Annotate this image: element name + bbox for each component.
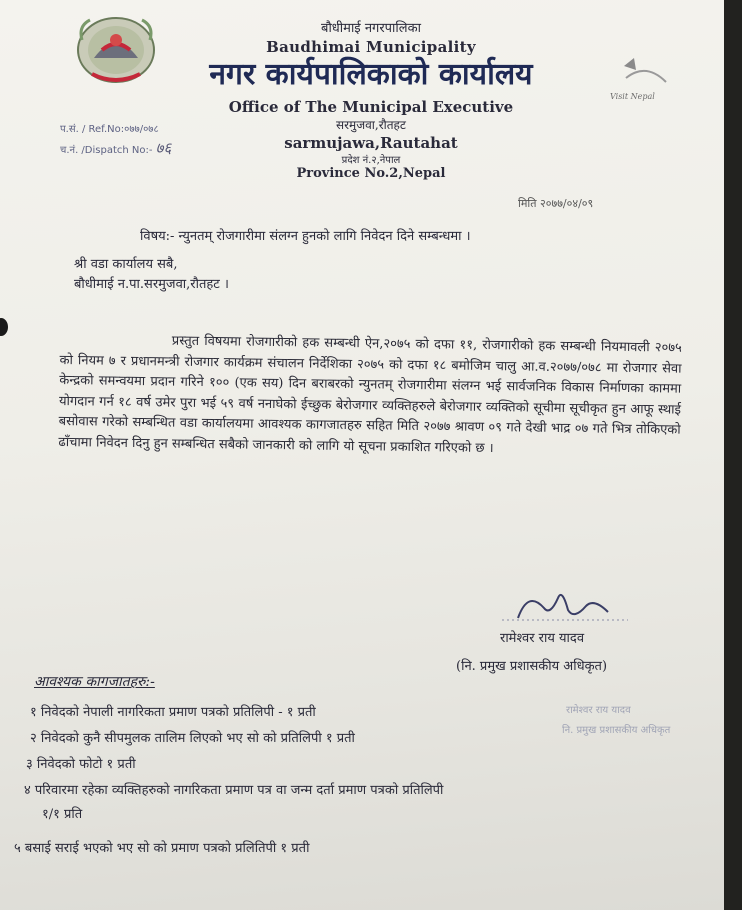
signature-icon [498, 580, 638, 630]
dispatch-label: च.नं. /Dispatch No:- [60, 145, 153, 156]
signer-title: (नि. प्रमुख प्रशासकीय अधिकृत) [456, 659, 608, 674]
list-item: ३ निवेदको फोटो १ प्रती [26, 757, 136, 772]
address-english: sarmujawa,Rautahat [284, 134, 458, 152]
addressee-line-2: बौधीमाई न.पा.सरमुजवा,रौतहट । [74, 277, 229, 292]
municipality-name-english: Baudhimai Municipality [266, 38, 476, 56]
reference-label: प.सं. / Ref.No: [60, 124, 125, 135]
background-edge [724, 0, 742, 910]
official-stamp-name: रामेश्वर राय यादव [566, 705, 631, 716]
list-item: ४ परिवारमा रहेका व्यक्तिहरुको नागरिकता प्रमाण पत्र वा जन्म दर्ता प्रमाण पत्रको प्रतिलिपी [24, 783, 444, 798]
office-name-english: Office of The Municipal Executive [228, 98, 514, 116]
list-item-continuation: १/१ प्रति [42, 807, 83, 822]
dispatch-value: ७६ [155, 139, 172, 157]
punch-hole [0, 318, 8, 336]
notice-body-text: प्रस्तुत विषयमा रोजगारीको हक सम्बन्धी ऐन,२०७५ को दफा ११, रोजगारीको हक सम्बन्धी नियमावली २०७५ को नियम ७ र प्रधानमन्त्री रोजगार कार्यक्रम संचालन निर्देशिका २०७५ को दफा १८ बमोजिम चालु आ.व.२०७७/०७८ मा रोजगार सेवा केन्द्रको समन्वयमा प्रदान गरिने १०० (एक सय) दिन बराबरको न्युनतम् रोजगारीमा संलग्न भई सार्वजनिक विकास निर्माणका काममा योगदान गर्न १८ वर्ष उमेर पुरा भई ५९ वर्ष ननाघेको ईच्छुक बेरोजगार व्यक्तिहरुले बेरोजगार व्यक्तिको सूचीमा सूचीकृत हुन आफू स्थाई बसोवास गरेको सम्बन्धित वडा कार्यालयमा आवश्यक कागजातहरु सहित मिति २०७७ श्रावण ०९ गते देखी भाद्र ०७ गते भित्र तोकिएको ढाँचामा निवेदन दिनु हुन सम्बन्धित सबैको जानकारी को लागि यो सूचना प्रकाशित गरिएको छ । [58, 333, 682, 456]
list-item: २ निवेदको कुनै सीपमुलक तालिम लिएको भए सो को प्रतिलिपी १ प्रती [30, 731, 355, 746]
list-item: ५ बसाई सराई भएको भए सो को प्रमाण पत्रको प्रलितिपी १ प्रती [14, 841, 310, 856]
official-stamp-title: नि. प्रमुख प्रशासकीय अधिकृत [562, 725, 671, 736]
municipality-name-nepali: बौधीमाई नगरपालिका [321, 21, 421, 36]
address-nepali: सरमुजवा,रौतहट [336, 118, 406, 132]
province-english: Province No.2,Nepal [296, 166, 446, 181]
required-documents-heading: आवश्यक कागजातहरु:- [34, 674, 155, 690]
list-item: १ निवेदको नेपाली नागरिकता प्रमाण पत्रको प्रतिलिपी - १ प्रती [30, 705, 316, 720]
visit-nepal-text: Visit Nepal [610, 92, 655, 101]
dispatch-number [60, 138, 171, 158]
addressee-line-1: श्री वडा कार्यालय सबै, [74, 257, 178, 272]
reference-number [60, 121, 159, 135]
reference-value: ०७७/०७८ [124, 124, 159, 135]
office-name-nepali: नगर कार्यपालिकाको कार्यालय [209, 57, 533, 92]
visit-nepal-logo-icon [606, 56, 672, 110]
notice-body [58, 330, 682, 462]
province-nepali: प्रदेश नं.२,नेपाल [341, 155, 401, 166]
letter-date: मिति २०७७/०४/०९ [518, 197, 594, 210]
signer-name: रामेश्वर राय यादव [500, 631, 585, 646]
letter-subject: विषय:- न्युनतम् रोजगारीमा संलग्न हुनको लागि निवेदन दिने सम्बन्धमा । [140, 229, 471, 244]
